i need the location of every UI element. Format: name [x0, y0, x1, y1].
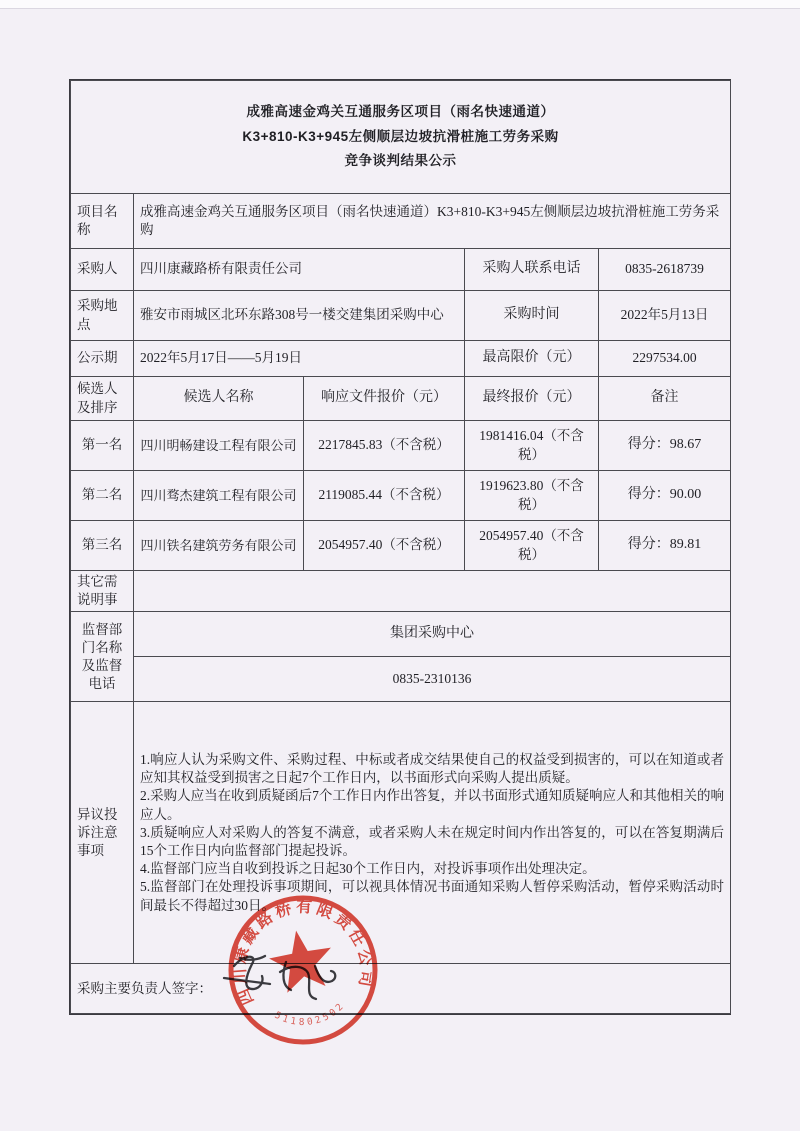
- publicity-period-label: 公示期: [71, 341, 134, 377]
- purchaser-row: [71, 249, 731, 291]
- candidate-rank: 第一名: [71, 421, 134, 471]
- max-price-value: 2297534.00: [599, 341, 731, 377]
- purchaser-label: 采购人: [71, 249, 134, 291]
- supervision-phone-value: 0835-2310136: [134, 657, 731, 702]
- purchase-time-label: 采购时间: [465, 291, 599, 341]
- publicity-period-row: [71, 341, 731, 377]
- location-value: 雅安市雨城区北环东路308号一楼交建集团采购中心: [134, 291, 465, 341]
- document-title: [71, 81, 731, 194]
- signature-label: 采购主要负责人签字：: [77, 980, 212, 996]
- doc-price-header: 响应文件报价（元）: [304, 377, 465, 421]
- complaint-item-2: 2.采购人应当在收到质疑函后7个工作日内作出答复，并以书面形式通知质疑响应人和其他相关的响应人。: [140, 788, 725, 822]
- scanned-paper-edge: [0, 0, 800, 9]
- candidate-remark: 得分：89.81: [599, 521, 731, 571]
- candidate-doc-price: 2119085.44（不含税）: [304, 471, 465, 521]
- project-name-value: 成雅高速金鸡关互通服务区项目（雨名快速通道）K3+810-K3+945左侧顺层边坡抗滑桩施工劳务采购: [134, 194, 731, 249]
- rank-header: 候选人及排序: [71, 377, 134, 421]
- candidate-remark: 得分：98.67: [599, 421, 731, 471]
- other-notes-label: 其它需说明事: [71, 571, 134, 612]
- location-label: 采购地点: [71, 291, 134, 341]
- purchase-time-value: 2022年5月13日: [599, 291, 731, 341]
- supervision-dept-row: [71, 612, 731, 657]
- max-price-label: 最高限价（元）: [465, 341, 599, 377]
- candidate-final-price: 1981416.04（不含税）: [465, 421, 599, 471]
- complaint-label: 异议投诉注意事项: [71, 702, 134, 964]
- candidate-name: 四川骛杰建筑工程有限公司: [134, 471, 304, 521]
- project-name-row: [71, 194, 731, 249]
- candidate-doc-price: 2217845.83（不含税）: [304, 421, 465, 471]
- signature-cell: [71, 964, 731, 1014]
- remark-header: 备注: [599, 377, 731, 421]
- purchaser-phone-value: 0835-2618739: [599, 249, 731, 291]
- candidate-name: 四川明畅建设工程有限公司: [134, 421, 304, 471]
- complaint-item-1: 1.响应人认为采购文件、采购过程、中标或者成交结果使自己的权益受到损害的，可以在知道或者应知其权益受到损害之日起7个工作日内，以书面形式向采购人提出质疑。: [140, 751, 725, 786]
- seal-company-text: 四川康藏路桥有限责任公司: [231, 898, 375, 1008]
- final-price-header: 最终报价（元）: [465, 377, 599, 421]
- purchaser-phone-label: 采购人联系电话: [465, 249, 599, 291]
- seal-star-icon: [265, 925, 337, 995]
- title-line-1: 成雅高速金鸡关互通服务区项目（雨名快速通道）: [246, 103, 555, 119]
- candidate-rank: 第二名: [71, 471, 134, 521]
- supervision-label: 监督部门名称及监督电话: [71, 612, 134, 702]
- project-name-label: 项目名称: [71, 194, 134, 249]
- supervision-dept-value: 集团采购中心: [134, 612, 731, 657]
- signature-row: [71, 964, 731, 1014]
- svg-text:511802502: [271, 998, 350, 1034]
- complaint-item-4: 4.监督部门应当自收到投诉之日起30个工作日内，对投诉事项作出处理决定。: [140, 861, 596, 877]
- candidates-header-row: [71, 377, 731, 421]
- candidate-name: 四川铁名建筑劳务有限公司: [134, 521, 304, 571]
- seal-serial-number: 511802502: [272, 999, 348, 1029]
- complaint-row: [71, 702, 731, 964]
- candidate-doc-price: 2054957.40（不含税）: [304, 521, 465, 571]
- other-notes-row: [71, 571, 731, 612]
- candidate-rank: 第三名: [71, 521, 134, 571]
- complaint-item-3: 3.质疑响应人对采购人的答复不满意，或者采购人未在规定时间内作出答复的，可以在答复期满后15个工作日内向监督部门提起投诉。: [140, 824, 725, 859]
- name-header: 候选人名称: [134, 377, 304, 421]
- other-notes-value: [134, 571, 731, 612]
- title-row: [71, 81, 731, 194]
- candidate-row-3: [71, 521, 731, 571]
- title-line-2: K3+810-K3+945左侧顺层边坡抗滑桩施工劳务采购: [242, 128, 559, 144]
- purchaser-value: 四川康藏路桥有限责任公司: [134, 249, 465, 291]
- candidate-final-price: 2054957.40（不含税）: [465, 521, 599, 571]
- candidate-row-1: [71, 421, 731, 471]
- candidate-remark: 得分：90.00: [599, 471, 731, 521]
- announcement-table: [69, 79, 731, 1015]
- candidate-row-2: [71, 471, 731, 521]
- candidate-final-price: 1919623.80（不含税）: [465, 471, 599, 521]
- title-line-3: 竞争谈判结果公示: [344, 153, 457, 169]
- company-seal-stamp: [218, 885, 388, 1055]
- supervision-phone-row: [71, 657, 731, 702]
- complaint-item-5: 5.监督部门在处理投诉事项期间，可以视具体情况书面通知采购人暂停采购活动，暂停采购活动时间最长不得超过30日。: [140, 879, 725, 913]
- publicity-period-value: 2022年5月17日——5月19日: [134, 341, 465, 377]
- location-row: [71, 291, 731, 341]
